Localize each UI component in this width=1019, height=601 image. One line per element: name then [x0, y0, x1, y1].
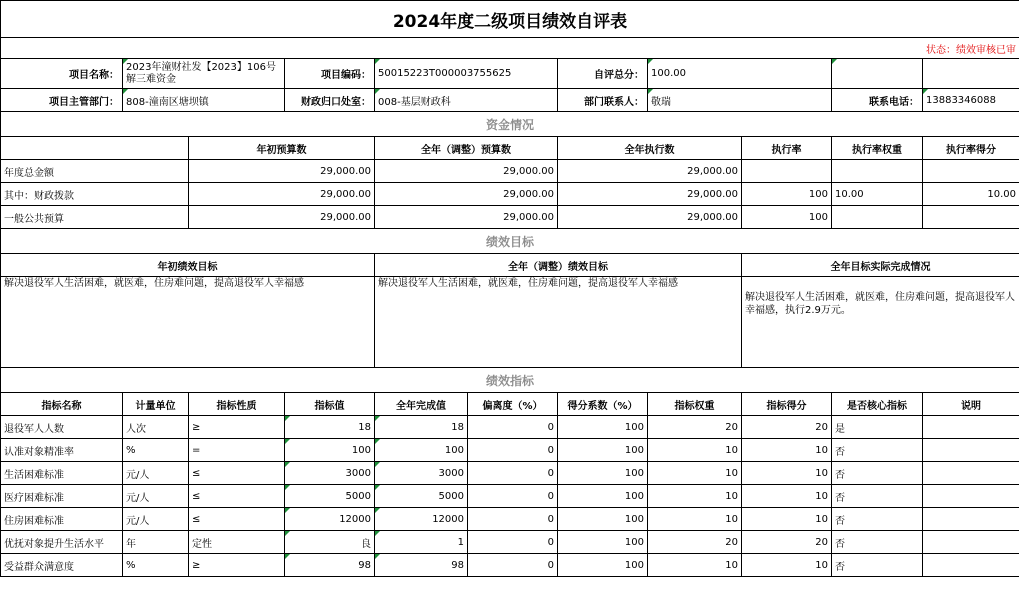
table-row	[1, 531, 1019, 554]
contact-value[interactable]: 敬瑞	[648, 89, 832, 112]
indicator-core: 是	[832, 416, 923, 439]
indicator-name: 认准对象精准率	[1, 439, 123, 462]
funds-adjusted: 29,000.00	[375, 160, 558, 183]
project-name-value[interactable]: 2023年潼财社发【2023】106号解三难资金	[123, 59, 285, 89]
funds-initial: 29,000.00	[189, 160, 375, 183]
funds-row	[1, 206, 1019, 229]
indicator-deviation: 0	[468, 485, 558, 508]
indicator-unit: %	[123, 439, 189, 462]
indicator-nature: ≥	[189, 416, 285, 439]
goal-actual[interactable]: 解决退役军人生活困难，就医难，住房难问题，提高退役军人幸福感，执行2.9万元。	[742, 277, 1019, 368]
indicator-weight: 20	[648, 416, 742, 439]
funds-row	[1, 183, 1019, 206]
indicator-name: 生活困难标准	[1, 462, 123, 485]
funds-score: 10.00	[923, 183, 1019, 206]
funds-weight	[832, 206, 923, 229]
table-row	[1, 554, 1019, 577]
table-row	[1, 508, 1019, 531]
goal-adjusted[interactable]: 解决退役军人生活困难，就医难，住房难问题，提高退役军人幸福感	[375, 277, 742, 368]
funds-section-title: 资金情况	[1, 112, 1019, 137]
status-badge: 状态：绩效审核已审	[1, 38, 1019, 59]
table-row	[1, 462, 1019, 485]
goals-section-title: 绩效目标	[1, 229, 1019, 254]
indicator-score: 10	[742, 439, 832, 462]
indicator-target[interactable]: 良	[285, 531, 375, 554]
indicator-done[interactable]: 5000	[375, 485, 468, 508]
indicator-header: 全年完成值	[375, 393, 468, 416]
table-row	[1, 416, 1019, 439]
indicator-note	[923, 531, 1019, 554]
phone-value[interactable]: 13883346088	[923, 89, 1019, 112]
indicator-deviation: 0	[468, 531, 558, 554]
indicator-nature: 定性	[189, 531, 285, 554]
indicator-note	[923, 508, 1019, 531]
indicator-nature: ≥	[189, 554, 285, 577]
phone-label: 联系电话：	[832, 89, 923, 112]
indicator-note	[923, 439, 1019, 462]
indicator-unit: 人次	[123, 416, 189, 439]
indicator-done[interactable]: 98	[375, 554, 468, 577]
indicator-done[interactable]: 1	[375, 531, 468, 554]
indicator-note	[923, 462, 1019, 485]
indicator-unit: 元/人	[123, 485, 189, 508]
indicator-coefficient: 100	[558, 416, 648, 439]
dept-label: 项目主管部门：	[1, 89, 123, 112]
funds-weight	[832, 160, 923, 183]
indicator-rows	[1, 416, 1019, 577]
indicator-deviation: 0	[468, 508, 558, 531]
goal-initial[interactable]: 解决退役军人生活困难，就医难，住房难问题，提高退役军人幸福感	[1, 277, 375, 368]
indicator-core: 否	[832, 531, 923, 554]
indicator-score: 10	[742, 485, 832, 508]
indicator-header: 偏离度（%）	[468, 393, 558, 416]
indicator-weight: 10	[648, 508, 742, 531]
funds-adjusted: 29,000.00	[375, 183, 558, 206]
info-empty-cell	[923, 59, 1019, 89]
page-title: 2024年度二级项目绩效自评表	[1, 1, 1019, 38]
funds-header: 执行率	[742, 137, 832, 160]
funds-header: 执行率得分	[923, 137, 1019, 160]
funds-header: 年初预算数	[189, 137, 375, 160]
indicator-deviation: 0	[468, 416, 558, 439]
funds-executed: 29,000.00	[558, 206, 742, 229]
finance-value[interactable]: 008-基层财政科	[375, 89, 558, 112]
indicator-done[interactable]: 3000	[375, 462, 468, 485]
funds-header: 执行率权重	[832, 137, 923, 160]
indicator-core: 否	[832, 462, 923, 485]
indicator-target[interactable]: 5000	[285, 485, 375, 508]
goals-header: 全年目标实际完成情况	[742, 254, 1019, 277]
indicator-score: 10	[742, 554, 832, 577]
indicator-coefficient: 100	[558, 554, 648, 577]
indicator-core: 否	[832, 554, 923, 577]
funds-executed: 29,000.00	[558, 160, 742, 183]
indicator-coefficient: 100	[558, 508, 648, 531]
funds-score	[923, 160, 1019, 183]
indicator-target[interactable]: 18	[285, 416, 375, 439]
indicator-score: 20	[742, 531, 832, 554]
indicator-weight: 10	[648, 439, 742, 462]
indicator-header: 指标值	[285, 393, 375, 416]
funds-row	[1, 160, 1019, 183]
indicator-nature: ≤	[189, 508, 285, 531]
indicator-coefficient: 100	[558, 462, 648, 485]
funds-rate: 100	[742, 206, 832, 229]
indicator-header: 说明	[923, 393, 1019, 416]
indicator-deviation: 0	[468, 462, 558, 485]
indicator-target[interactable]: 12000	[285, 508, 375, 531]
indicator-score: 10	[742, 508, 832, 531]
indicator-note	[923, 485, 1019, 508]
funds-header: 全年（调整）预算数	[375, 137, 558, 160]
indicator-header: 得分系数（%）	[558, 393, 648, 416]
funds-header-empty	[1, 137, 189, 160]
indicator-target[interactable]: 3000	[285, 462, 375, 485]
table-row	[1, 485, 1019, 508]
dept-value[interactable]: 808-潼南区塘坝镇	[123, 89, 285, 112]
indicator-core: 否	[832, 485, 923, 508]
funds-row-label: 其中：财政拨款	[1, 183, 189, 206]
indicator-name: 受益群众满意度	[1, 554, 123, 577]
indicator-name: 优抚对象提升生活水平	[1, 531, 123, 554]
indicator-score: 10	[742, 462, 832, 485]
funds-weight: 10.00	[832, 183, 923, 206]
finance-label: 财政归口处室：	[285, 89, 375, 112]
funds-rate	[742, 160, 832, 183]
funds-header: 全年执行数	[558, 137, 742, 160]
funds-initial: 29,000.00	[189, 183, 375, 206]
indicator-coefficient: 100	[558, 439, 648, 462]
indicator-nature: ≤	[189, 485, 285, 508]
indicator-done[interactable]: 12000	[375, 508, 468, 531]
indicator-score: 20	[742, 416, 832, 439]
table-row	[1, 439, 1019, 462]
indicator-deviation: 0	[468, 554, 558, 577]
funds-initial: 29,000.00	[189, 206, 375, 229]
funds-row-label: 一般公共预算	[1, 206, 189, 229]
score-value[interactable]: 100.00	[648, 59, 832, 89]
indicator-weight: 10	[648, 462, 742, 485]
project-code-value[interactable]: 50015223T000003755625	[375, 59, 558, 89]
indicator-name: 退役军人人数	[1, 416, 123, 439]
indicator-nature: ≤	[189, 462, 285, 485]
contact-label: 部门联系人：	[558, 89, 648, 112]
info-empty-cell[interactable]	[832, 59, 923, 89]
indicator-core: 否	[832, 439, 923, 462]
indicator-weight: 20	[648, 531, 742, 554]
project-name-label: 项目名称：	[1, 59, 123, 89]
indicator-coefficient: 100	[558, 485, 648, 508]
indicator-coefficient: 100	[558, 531, 648, 554]
indicator-header: 是否核心指标	[832, 393, 923, 416]
indicator-done[interactable]: 100	[375, 439, 468, 462]
indicator-unit: 元/人	[123, 462, 189, 485]
indicator-unit: 元/人	[123, 508, 189, 531]
funds-adjusted: 29,000.00	[375, 206, 558, 229]
indicator-header: 指标性质	[189, 393, 285, 416]
funds-rate: 100	[742, 183, 832, 206]
funds-executed: 29,000.00	[558, 183, 742, 206]
indicator-header: 指标权重	[648, 393, 742, 416]
score-label: 自评总分：	[558, 59, 648, 89]
indicator-weight: 10	[648, 554, 742, 577]
indicator-core: 否	[832, 508, 923, 531]
indicator-note	[923, 416, 1019, 439]
indicators-section-title: 绩效指标	[1, 368, 1019, 393]
indicator-weight: 10	[648, 485, 742, 508]
indicator-unit: %	[123, 554, 189, 577]
indicator-header: 计量单位	[123, 393, 189, 416]
indicator-note	[923, 554, 1019, 577]
funds-score	[923, 206, 1019, 229]
indicator-unit: 年	[123, 531, 189, 554]
indicator-deviation: 0	[468, 439, 558, 462]
goals-header: 年初绩效目标	[1, 254, 375, 277]
indicator-nature: =	[189, 439, 285, 462]
indicator-header: 指标得分	[742, 393, 832, 416]
indicator-name: 住房困难标准	[1, 508, 123, 531]
indicator-target[interactable]: 100	[285, 439, 375, 462]
goals-header: 全年（调整）绩效目标	[375, 254, 742, 277]
funds-row-label: 年度总金额	[1, 160, 189, 183]
project-code-label: 项目编码：	[285, 59, 375, 89]
indicator-header: 指标名称	[1, 393, 123, 416]
indicator-done[interactable]: 18	[375, 416, 468, 439]
indicator-target[interactable]: 98	[285, 554, 375, 577]
indicator-name: 医疗困难标准	[1, 485, 123, 508]
